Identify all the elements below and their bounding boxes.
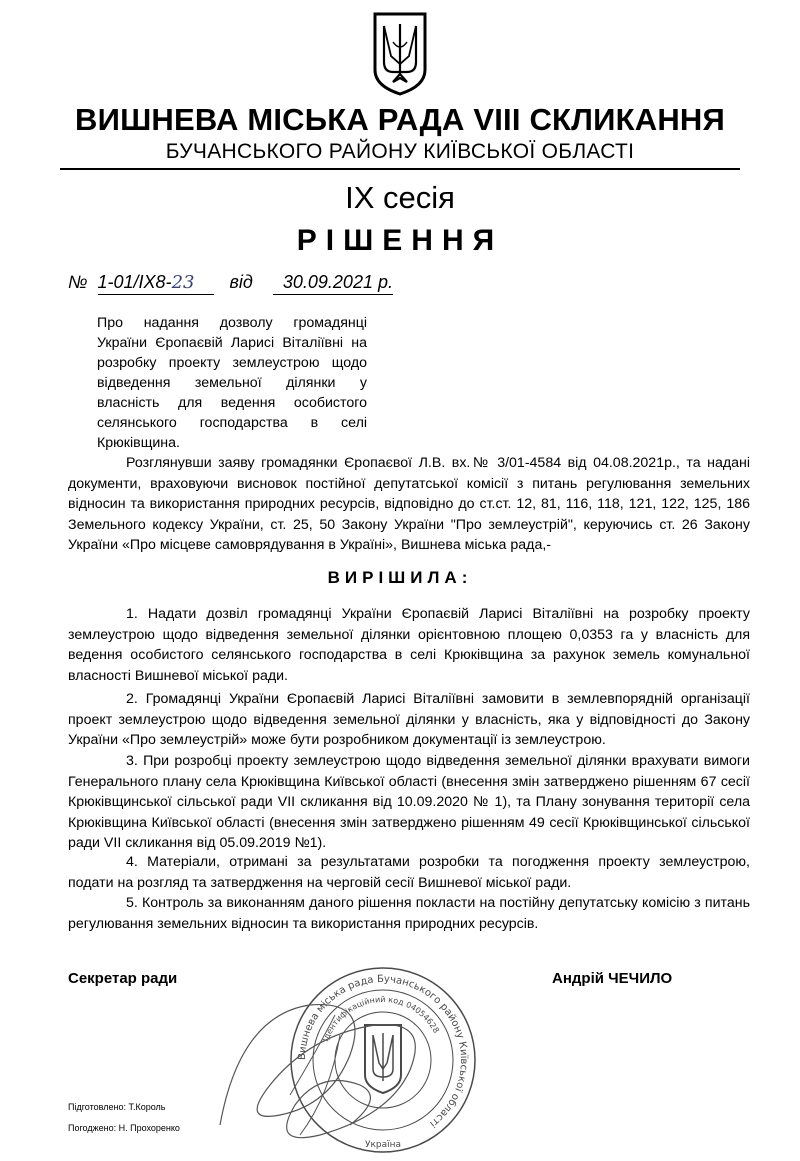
prepared-by: Підготовлено: Т.Король xyxy=(68,1102,166,1112)
decision-number-line xyxy=(68,272,393,294)
preamble-paragraph: Розглянувши заяву громадянки Єропаєвої Л.В. вх.№ 3/01-4584 від 04.08.2021р., та надані документи, враховуючи висновок постійної депутатської комісії з питань регулювання земельних відносин та використання природних ресурсів, відповідно до ст.ст. 12, 81, 116, 118, 121, 122, 125, 186 Земельного кодексу України, ст. 25, 50 Закону України "Про землеустрій", керуючись ст. 26 Закону України «Про місцеве самоврядування в Україні», Вишнева міська рада,- xyxy=(68,455,750,553)
decision-number xyxy=(98,272,215,295)
number-label: № xyxy=(68,272,88,292)
stamp-ring-text: Вишнева міська рада Бучанського району Київської області xyxy=(296,973,470,1130)
resolution-item: 1. Надати дозвіл громадянці України Єропаєвій Ларисі Віталіївні на розробку проекту землеустрою щодо відведення земельної ділянки орієнтовною площею 0,0353 га у власність для ведення особистого селянського господарства в селі Крюківщина за рахунок земель комунальної власності Вишневої міської ради. xyxy=(68,606,750,684)
decision-subject: Про надання дозволу громадянці України Єропаєвій Ларисі Віталіївні на розробку проекту землеустрою щодо відведення земельної ділянки у власність для ведення особистого селянського господарства в селі Крюківщина. xyxy=(97,315,367,451)
decision-number-prefix: 1-01/IX8- xyxy=(97,272,172,292)
stamp-inner-text: Ідентифікаційний код 04054628 xyxy=(321,994,441,1043)
decision-date: 30.09.2021 р. xyxy=(273,272,393,295)
council-title: ВИШНЕВА МІСЬКА РАДА VIII СКЛИКАННЯ xyxy=(75,102,725,137)
resolution-item: 2. Громадянці України Єропаєвій Ларисі Віталіївні замовити в землевпорядній організації проект землеустрою щодо відведення земельної ділянки у власність, яка у відповідності до Закону України «Про землеустрій» може бути розробником документації із землеустрою. xyxy=(68,691,750,748)
header-divider xyxy=(60,168,740,170)
secretary-name: Андрій ЧЕЧИЛО xyxy=(552,970,673,987)
council-subtitle: БУЧАНСЬКОГО РАЙОНУ КИЇВСЬКОЇ ОБЛАСТІ xyxy=(165,140,635,163)
session-number: IX сесія xyxy=(345,180,455,215)
stamp-bottom-text: Україна xyxy=(364,1140,402,1150)
handwritten-signature xyxy=(200,975,460,1155)
secretary-label: Секретар ради xyxy=(68,970,178,987)
decision-heading: РІШЕННЯ xyxy=(296,224,504,257)
date-from-label: від xyxy=(229,272,253,292)
resolution-item: 5. Контроль за виконанням даного рішення покласти на постійну депутатську комісію з питань регулювання земельних відносин та використання природних ресурсів. xyxy=(68,895,750,932)
decision-number-handwritten: 23 xyxy=(171,272,195,293)
resolution-item: 3. При розробці проекту землеустрою щодо відведення земельної ділянки врахувати вимоги Генерального плану села Крюківщина Київської області (внесення змін затверджено рішенням 67 сесії Крюківщинської сільської ради VII скликання від 10.09.2020 № 1), та Плану зонування території села Крюківщина Київської області (внесення змін затверджено рішенням 49 сесії Крюківщинської сільської ради VII скликання від 05.09.2019 №1). xyxy=(68,753,750,851)
trident-coat-of-arms-icon xyxy=(371,12,429,96)
resolution-item: 4. Матеріали, отримані за результатами розробки та погодження проекту землеустрою, подати на розгляд та затвердження на черговій сесії Вишневої міської ради. xyxy=(68,854,750,891)
resolved-heading: ВИРІШИЛА: xyxy=(327,568,473,587)
agreed-by: Погоджено: Н. Прохоренко xyxy=(68,1123,180,1133)
